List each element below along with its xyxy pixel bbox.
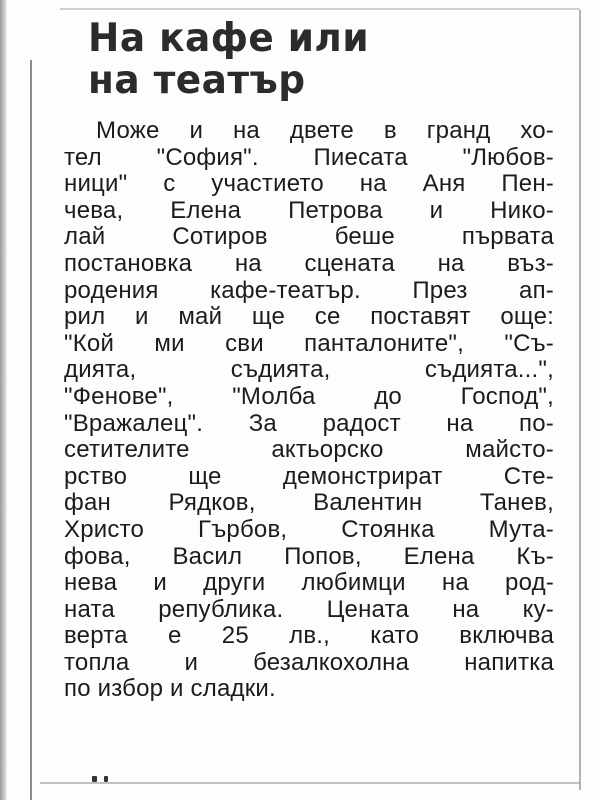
- body-line: лай Сотиров беше първата: [64, 223, 554, 251]
- column-rule-bottom: [40, 782, 580, 784]
- headline-line-1: На кафе или: [88, 16, 370, 61]
- body-line: ната република. Цената на ку-: [64, 595, 554, 623]
- body-line: фан Рядков, Валентин Танев,: [64, 489, 554, 517]
- body-line: постановка на сцената на въз-: [64, 249, 554, 277]
- body-line: нева и други любимци на род-: [64, 569, 554, 597]
- body-line: фова, Васил Попов, Елена Къ-: [64, 542, 554, 570]
- body-line: Христо Гърбов, Стоянка Мута-: [64, 515, 554, 543]
- scan-speck: [92, 776, 97, 782]
- body-line: по избор и сладки.: [64, 675, 276, 703]
- body-line: сетителите актьорско майсто-: [64, 436, 554, 464]
- body-line: верта е 25 лв., като включва: [64, 622, 554, 650]
- column-rule-left: [30, 60, 32, 800]
- body-line: тел "София". Пиесата "Любов-: [64, 143, 554, 171]
- body-line: "Фенове", "Молба до Господ",: [64, 382, 554, 410]
- article-body: [64, 118, 554, 703]
- body-line: "Кой ми сви панталоните", "Съ-: [64, 329, 554, 357]
- body-line: ници" с участието на Аня Пен-: [64, 170, 554, 198]
- scan-edge-shadow: [0, 0, 7, 800]
- column-rule-top: [60, 8, 580, 10]
- scan-speck: [104, 776, 108, 782]
- body-line: дията, съдията, съдията...",: [64, 356, 554, 384]
- article-headline: [88, 18, 472, 102]
- body-line: рство ще демонстрират Сте-: [64, 462, 554, 490]
- body-line: топла и безалкохолна напитка: [64, 648, 554, 676]
- body-line: рил и май ще се поставят още:: [64, 303, 554, 331]
- body-line: "Вражалец". За радост на по-: [64, 409, 554, 437]
- column-rule-right: [579, 10, 581, 790]
- body-line: родения кафе-театър. През ап-: [64, 276, 554, 304]
- headline-line-2: на театър: [88, 58, 306, 103]
- body-line: Може и на двете в гранд хо-: [96, 117, 554, 144]
- body-line: чева, Елена Петрова и Нико-: [64, 196, 554, 224]
